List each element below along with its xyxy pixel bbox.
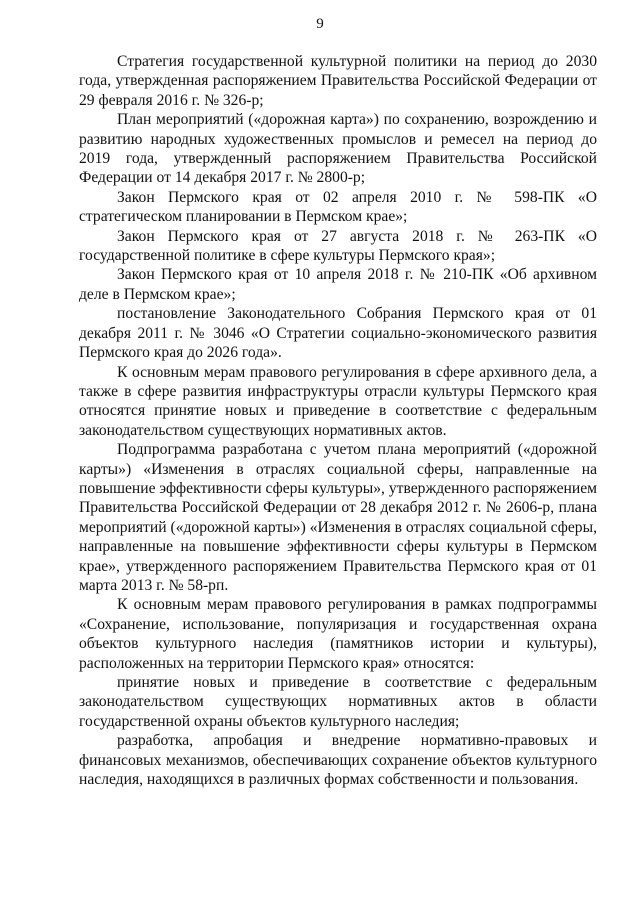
page-number: 9 xyxy=(316,16,324,32)
paragraph-resolution-3046: постановление Законодательного Собрания Пермского края от 01 декабря 2011 г. № 3046 «О Стратегии социально-экономического развития Пермского края до 2026 года». xyxy=(79,305,597,362)
paragraph-subprogram-basis: Подпрограмма разработана с учетом плана мероприятий («дорожной карты») «Изменения в отраслях социальной сферы, направленные на повышение эффективности сферы культуры», утвержденного распоряжением Правительства Российской Федерации от 28 декабря 2012 г. № 2606-р, плана мероприятий («дорожной карты») «Изменения в отраслях социальной сферы, направленные на повышение эффективности сферы культуры в Пермском крае», утвержденного распоряжением Правительства Пермского края от 01 марта 2013 г. № 58-рп. xyxy=(79,441,597,594)
document-body xyxy=(79,52,597,789)
paragraph-roadmap-crafts: План мероприятий («дорожная карта») по сохранению, возрождению и развитию народных художественных промыслов и ремесел на период до 2019 года, утвержденный распоряжением Правительства Российской Федерации от 14 декабря 2017 г. № 2800-р; xyxy=(79,111,597,187)
paragraph-heritage-measures: К основным мерам правового регулирования в рамках подпрограммы «Сохранение, использование, популяризация и государственная охрана объектов культурного наследия (памятников истории и культуры), расположенных на территории Пермского края» относятся: xyxy=(79,596,597,672)
paragraph-law-210: Закон Пермского края от 10 апреля 2018 г. № 210-ПК «Об архивном деле в Пермском крае»; xyxy=(79,266,597,303)
paragraph-heritage-acts: принятие новых и приведение в соответствие с федеральным законодательством существующих нормативных актов в области государственной охраны объектов культурного наследия; xyxy=(79,674,597,730)
paragraph-strategy-2030: Стратегия государственной культурной политики на период до 2030 года, утвержденная распоряжением Правительства Российской Федерации от 29 февраля 2016 г. № 326-р; xyxy=(79,53,597,109)
paragraph-law-598: Закон Пермского края от 02 апреля 2010 г. № 598-ПК «О стратегическом планировании в Пермском крае»; xyxy=(79,188,597,226)
paragraph-heritage-mechanisms: разработка, апробация и внедрение нормативно-правовых и финансовых механизмов, обеспечивающих сохранение объектов культурного наследия, находящихся в различных формах собственности и пользования. xyxy=(79,732,597,789)
paragraph-law-263: Закон Пермского края от 27 августа 2018 г. № 263-ПК «О государственной политике в сфере культуры Пермского края»; xyxy=(79,227,597,265)
paragraph-archive-measures: К основным мерам правового регулирования в сфере архивного дела, а также в сфере развития инфраструктуры отрасли культуры Пермского края относятся принятие новых и приведение в соответствие с федеральным законодательством существующих нормативных актов. xyxy=(79,363,597,439)
